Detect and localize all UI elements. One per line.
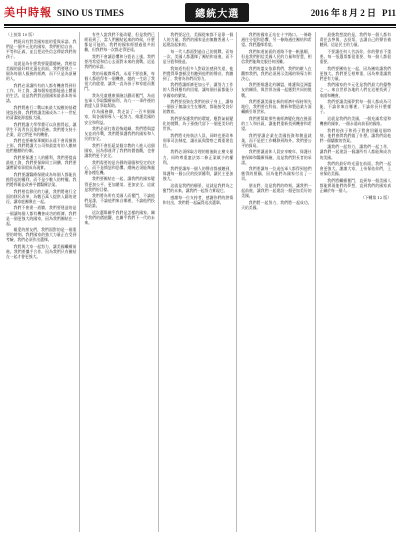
article-paragraph: 們既具有對美國家庭的愛與承諾。我們是一個多元化的國家，我們相信自由、平等和正義，並且把這些信念傳給我們的孩子。 — [6, 39, 77, 60]
article-paragraph: 我為兒童健康保險計劃而奮鬥，為退伍軍人爭取醫療福利，為九一一事件後的救援人員爭取幫助。 — [84, 92, 155, 108]
newspaper-title-chinese: 美中時報 — [4, 6, 52, 19]
continued-from-note: （上接第 10 版） — [6, 32, 37, 37]
article-paragraph: 我們的國家正站在十字路口。一條路通往分裂和恐懼，另一條路通往團結和希望。我們選擇希望。 — [241, 32, 312, 48]
article-paragraph: 我們必須採取合理的措施防止槍支暴力，同時尊重憲法第二修正案賦予的權利。 — [162, 149, 234, 165]
article-paragraph: 我們要團結在一起，因為團結讓我們更強大。我們要互相尊重，因為尊重讓我們更有力量。 — [319, 65, 391, 81]
article-paragraph: 我們將一起努力，我們將一起成功。天佑美國。 — [241, 199, 312, 210]
masthead-title — [4, 4, 124, 20]
article-paragraph: 親愛的朋友們，我們面對的是一個重要的時刻。我們國家的強大力量正在受到考驗，我們必須作出選擇。 — [6, 227, 77, 243]
article-paragraph: 朋友們，這是我們的時刻。讓我們一起前進，讓我們一起建設一個更加美好的美國。 — [241, 183, 312, 199]
masthead-rule — [4, 24, 396, 26]
text-column — [241, 32, 315, 532]
article-paragraph: 我們也要確保華爾街永遠不會再摧毀主街。我們將讓大公司和最富有的人繳納他們應繳的份額。 — [6, 138, 77, 154]
article-paragraph: 我們不會拒絕某個宗教的人進入這個國家，因為那違背了我們的價值觀，也會讓我們更不安全。 — [84, 142, 155, 159]
article-paragraph: 不要讓任何人告訴你，你的聲音不重要。每一張選票都很重要，每一個人都很重要。 — [319, 48, 391, 64]
article-paragraph: 我們不會建一道牆，我們要建造的是一個讓每個人都有機會成功的經濟。我們是一個更強大的國家，因為我們團結在一起。 — [6, 205, 77, 226]
article-paragraph: 我們要讓美國夢對每一個人都成為可能，不論你來自哪裡，不論你長什麼樣子。 — [319, 99, 391, 115]
article-paragraph: 我們要保護工人的權利，我們要提高最低工資，我們要保障同工同酬，我們要讓帶薪家事假成為現實。 — [6, 155, 77, 171]
article-paragraph: 有些人說我們不能改變，但是我們已經看到了，當人們團結起來的時候，什麼都是可能的。我們的國家經歷過很多困難，但我們每一次都走得更遠。 — [84, 32, 155, 53]
article-paragraph: 這就是為什麼我要競選總統。我相信美國的最好時光還在前面。我們要建立一個為每個人服務的經濟，而不只是為頂層的人。 — [6, 60, 77, 82]
issue-date: 2016 年 8 月 2 日 — [310, 7, 376, 18]
masthead-info — [311, 6, 396, 19]
article-paragraph: 我們要讓企業在美國投資和創造就業，而不是把工作轉移到海外。我們要公平的貿易。 — [241, 132, 312, 148]
article-paragraph: 我們必須讓所有的人都有機會得到好工作、好工資，讓每個家庭都能過上體面的生活。這是我們對這個國家最基本的承諾。 — [6, 82, 77, 104]
article-paragraph: 我們將讓經濟更加公平，讓努力工作的人得到應有的回報，讓每個社區都能分享國家的繁榮。 — [162, 82, 234, 98]
article-paragraph: 我們要讓醫療保健成為每個人都能負擔得起的權利，而不是少數人的特權。我們將捍衛並改善平價醫療法案。 — [6, 171, 77, 188]
article-paragraph: 我們將進行二戰以來最大規模的基礎建設投資，我們將讓美國成為二十一世紀的清潔能源超級大國。 — [6, 104, 77, 120]
text-column — [320, 32, 394, 532]
article-paragraph: 我們的最好時光還在前面。我們一起會更強大。謝謝大家，上帝保佑你們，上帝保佑美國。 — [319, 161, 391, 177]
article-paragraph: 我們將支持執法人員，同時也要改革刑事司法制度，讓社區與警察之間重建信任。 — [162, 132, 234, 148]
article-paragraph: 我們知道前面的道路不會一帆風順，但是我們相信美國人民的力量和智慧，相信我們能夠克服任何困難。 — [241, 48, 312, 64]
article-paragraph: 我們要讓每一位退伍軍人都得到他們應得的照顧，因為他們為國家付出了一切。 — [241, 166, 312, 182]
article-paragraph: 我們要記住，美國從來都不是靠一個人的力量。我們的國家是由無數普通人一起建設起來的。 — [162, 32, 234, 48]
article-paragraph: 我們要讓退休人員安享晚年，保護社會保障和醫療保險，這是我們對長者的承諾。 — [241, 149, 312, 165]
article-paragraph: 我們的盟友依靠我們，我們的敵人在觀察我們。我們必須展示美國的領導力和決心。 — [241, 65, 312, 81]
article-paragraph: 我們不會讓恐懼和分裂佔上風。我們要用希望和信心去面對未來的挑戰。這是我們的承諾。 — [84, 53, 155, 70]
article-paragraph: 我們要幫助那些被經濟變化拋在後面的工人和社區，讓他們重新找到機會和希望。 — [241, 115, 312, 132]
article-paragraph: 我們國家的多元化是我們最大的優勢之一。來自世界各地的人們在這裡找到了家園和機會。 — [319, 82, 391, 98]
article-paragraph: 我們需要的是冷靜的頭腦和堅定的決心，而不是憤怒和恐懼。總統必須能夠處理各種危機。 — [84, 159, 155, 175]
article-paragraph: 最後我想說的是，我們每一個人都有責任去參與，去投票，去讓自己的聲音被聽到。這是民主的力量。 — [319, 32, 391, 48]
article-paragraph: 我們要讓每一個人的聲音都被聽到，保護每一個公民的投票權利，讓民主更加強大。 — [162, 166, 234, 182]
article-paragraph: 我們將繼續奮鬥，直到每一個美國人都能實現他們的夢想，直到我們的國家真正屬於每一個人。 — [319, 177, 391, 194]
masthead — [0, 0, 400, 24]
article-paragraph: 我們必須打敗恐怖組織，我們將與盟友並肩作戰，我們將保護我們的國家和人民的安全。 — [84, 126, 155, 142]
article-paragraph: 我們將讓大學學費可以負擔得起，讓學生不再背負沉重的債務。我們將支持小企業，給它們更多的機會。 — [6, 121, 77, 137]
article-paragraph: 每一代人都面對過自己的挑戰，而每一次，美國人都選擇了團結和前進，而不是分裂和後退。 — [162, 48, 234, 64]
continued-to-note: （下轉第 12 版） — [360, 195, 391, 201]
article-paragraph: 我們將為所有美國人而奮鬥，不論他們是誰，不論他們來自哪裡，不論他們投票給誰。 — [84, 193, 155, 209]
article-paragraph: 這就是我們的願景，這就是我們為之奮鬥的未來。讓我們一起努力實現它。 — [162, 183, 234, 194]
text-column — [84, 32, 158, 532]
newspaper-title-english: SINO US TIMES — [57, 8, 124, 18]
page-number: P11 — [381, 7, 396, 18]
text-column — [6, 32, 80, 532]
article-paragraph: 我們要維護北約聯盟，維護與亞洲盟友的關係，與世界各國一起應對共同的挑戰。 — [241, 82, 312, 98]
article-paragraph: 我們要團結在一起，讓我們的國家變得更加公平、更加繁榮、更加安全。這就是我們的目標。 — [84, 176, 155, 192]
article-body — [6, 32, 394, 532]
masthead-rule-thin — [4, 27, 396, 28]
article-paragraph: 讓我們一起努力，讓我們一起工作，讓我們一起建設一個讓所有人都能夠成功的美國。 — [319, 144, 391, 160]
article-paragraph: 作為國務卿，我走訪了一百多個國家，與各國領導人一起努力，維護美國的安全和利益。 — [84, 109, 155, 125]
article-paragraph: 我知道有很多人對政治感到失望，他們覺得華盛頓沒有聽到他們的聲音。我聽到了，我會為你們而努力。 — [162, 65, 234, 81]
article-paragraph: 我們要保護我們的環境，應對氣候變化的挑戰，為子孫後代留下一個更美好的世界。 — [162, 115, 234, 132]
article-paragraph: 我們相信移民的力量，我們將進行全面的移民改革，為數百萬人提供入籍的途徑，讓家庭團聚在一起。 — [6, 188, 77, 204]
article-paragraph: 我們要投資在我們的孩子身上，讓每一個孩子無論出生在哪裡，都能接受良好的教育。 — [162, 99, 234, 115]
article-paragraph: 我的母親教導我，永遠不要放棄，每個人都值得有一個機會。她的一生給了我很大的啟發，讓我一直為孩子和家庭而奮鬥。 — [84, 70, 155, 91]
article-paragraph: 這就是我們的美國，一個充滿希望和機會的國家，一個永遠向前看的國家。 — [319, 115, 391, 126]
section-label: 總統大選 — [185, 3, 249, 22]
article-paragraph: 我將與大家一起努力，讓美國繼續前進。我們要攜手合作，因為我們只有團結在一起才會更強大。 — [6, 244, 77, 260]
article-paragraph: 這次選舉關乎我們是怎樣的國家，關乎我們的價值觀，也關乎我們下一代的未來。 — [84, 210, 155, 226]
article-paragraph: 我們要讓美國在新的經濟中保持領先地位，我們要在科技、創新和製造業方面繼續引領世界。 — [241, 99, 312, 115]
text-column — [163, 32, 237, 532]
article-paragraph: 我們的孩子和孫子將會回顧這個時刻，他們會問我們做了什麼。讓我們給他們一個驕傲的答案。 — [319, 127, 391, 143]
article-paragraph: 感謝每一位支持者，感謝你們的熱情和付出，我們將一起贏得這次選舉。 — [162, 194, 234, 205]
